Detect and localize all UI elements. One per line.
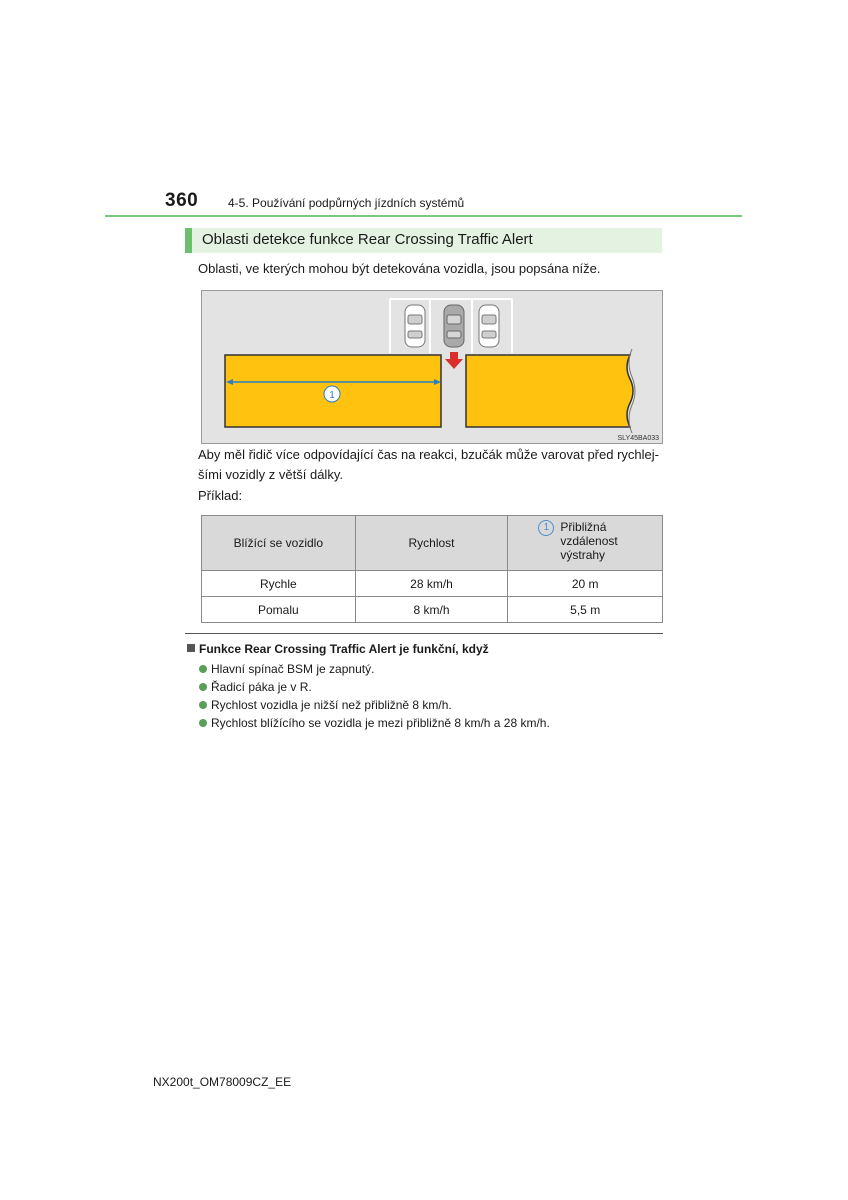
detection-zone-right <box>466 355 633 427</box>
reverse-direction-arrow-icon <box>445 352 463 369</box>
page-number: 360 <box>165 190 199 211</box>
list-item: Rychlost vozidla je nižší než přibližně 8 km/h. <box>199 696 550 714</box>
cell-distance: 20 m <box>508 571 663 597</box>
chapter-title: 4-5. Používání podpůrných jízdních systémů <box>228 196 465 210</box>
example-label: Příklad: <box>198 488 243 503</box>
table-row <box>202 571 663 597</box>
section-divider <box>185 633 663 634</box>
cell-vehicle: Pomalu <box>202 597 356 623</box>
own-vehicle-icon <box>444 305 464 347</box>
paragraph-line: šími vozidly z větší dálky. <box>198 467 343 482</box>
header-rule <box>105 215 742 217</box>
cell-speed: 28 km/h <box>355 571 508 597</box>
detection-area-figure <box>201 290 663 444</box>
bullet-dot-icon <box>199 719 207 727</box>
list-item: Rychlost blížícího se vozidla je mezi přibližně 8 km/h a 28 km/h. <box>199 714 550 732</box>
figure-code: SLY45BA033 <box>617 435 659 442</box>
header-approx-distance <box>508 516 663 571</box>
section-heading-box <box>185 228 662 253</box>
bullet-dot-icon <box>199 683 207 691</box>
detection-area-diagram <box>202 291 664 445</box>
intro-text: Oblasti, ve kterých mohou být detekována vozidla, jsou popsána níže. <box>198 261 601 276</box>
bullet-dot-icon <box>199 701 207 709</box>
distance-marker-badge: 1 <box>538 520 554 536</box>
cell-distance: 5,5 m <box>508 597 663 623</box>
square-bullet-icon <box>187 644 195 652</box>
conditions-heading: Funkce Rear Crossing Traffic Alert je funkční, když <box>187 642 489 656</box>
warning-distance-table <box>201 515 663 623</box>
list-item: Hlavní spínač BSM je zapnutý. <box>199 660 550 678</box>
header-approaching-vehicle: Blížící se vozidlo <box>202 516 356 571</box>
section-title: Oblasti detekce funkce Rear Crossing Traffic Alert <box>202 231 533 248</box>
paragraph-line: Aby měl řidič více odpovídající čas na reakci, bzučák může varovat před rychlej- <box>198 447 659 462</box>
table-row <box>202 597 663 623</box>
table-header-row <box>202 516 663 571</box>
parked-car-right-icon <box>479 305 499 347</box>
explanation-paragraph <box>198 445 668 485</box>
footer-document-code: NX200t_OM78009CZ_EE <box>153 1075 292 1089</box>
cell-vehicle: Rychle <box>202 571 356 597</box>
bullet-dot-icon <box>199 665 207 673</box>
header-distance-text: Přibližná vzdálenost výstrahy <box>560 520 618 562</box>
list-item: Řadicí páka je v R. <box>199 678 550 696</box>
cell-speed: 8 km/h <box>355 597 508 623</box>
conditions-list <box>199 660 550 732</box>
parked-car-left-icon <box>405 305 425 347</box>
distance-marker-label: 1 <box>329 390 335 401</box>
header-speed: Rychlost <box>355 516 508 571</box>
